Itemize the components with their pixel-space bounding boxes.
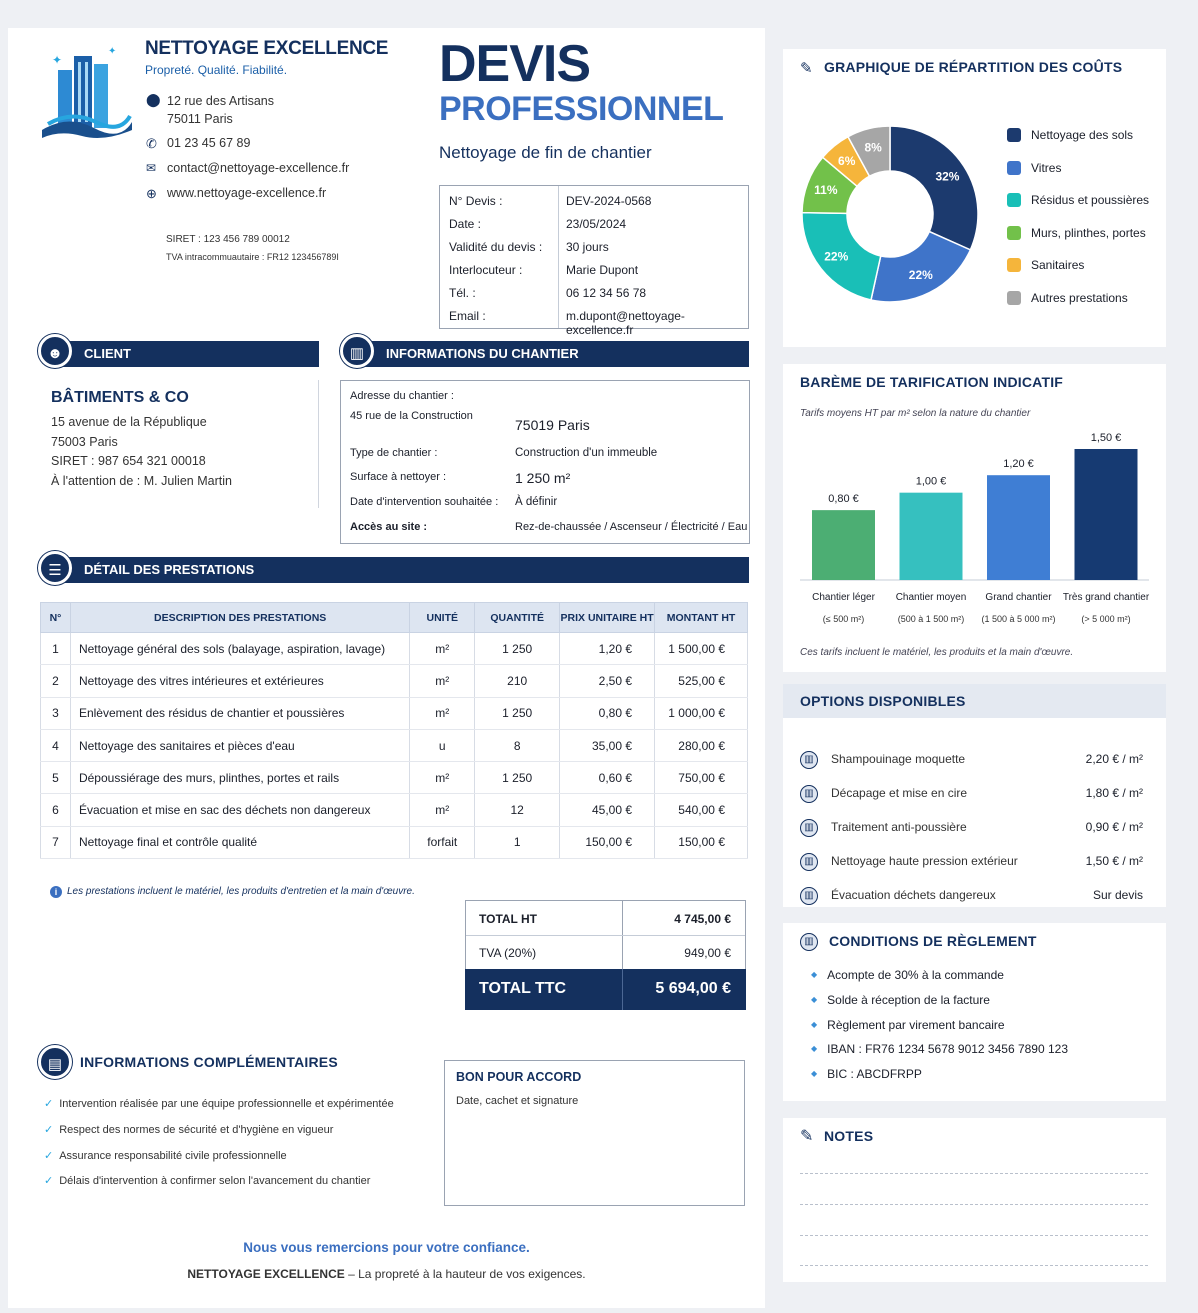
extra-item-text: Respect des normes de sécurité et d'hygiène en vigueur	[59, 1123, 334, 1136]
validity-label: Validité du devis :	[449, 240, 543, 254]
pie-chart-card	[783, 49, 1166, 347]
row-amount: 540,00 €	[655, 794, 748, 826]
email-value[interactable]: m.dupont@nettoyage-excellence.fr	[566, 309, 685, 337]
row-quantity: 1	[475, 826, 560, 858]
row-quantity: 12	[475, 794, 560, 826]
option-price: 1,80 € / m²	[1085, 786, 1143, 800]
bullet-icon: ◆	[811, 1019, 818, 1029]
tel-value: 06 12 34 56 78	[566, 286, 647, 300]
site-type-label: Type de chantier :	[350, 447, 438, 459]
site-date-label: Date d'intervention souhaitée :	[350, 496, 499, 508]
pie-slice-label: 11%	[814, 183, 838, 198]
approval-title: BON POUR ACCORD	[456, 1070, 582, 1084]
payment-item-text: Règlement par virement bancaire	[827, 1017, 1005, 1032]
total-ht-label: TOTAL HT	[479, 912, 537, 926]
services-header: DÉTAIL DES PRESTATIONS	[56, 557, 749, 583]
bar-chart-card	[783, 364, 1166, 672]
extra-info-item	[44, 1092, 394, 1118]
table-row	[41, 762, 748, 794]
extra-item-text: Intervention réalisée par une équipe professionnelle et expérimentée	[59, 1098, 394, 1110]
bullet-icon: ◆	[811, 970, 818, 979]
extra-item-text: Assurance responsabilité civile professionnelle	[59, 1149, 287, 1162]
footer-thanks: Nous vous remercions pour votre confiance.	[243, 1240, 530, 1255]
row-number: 4	[41, 729, 71, 761]
pie-slice-label: 22%	[824, 249, 849, 264]
row-description: Nettoyage des sanitaires et pièces d'eau	[70, 729, 409, 761]
ttc-divider	[622, 969, 623, 1010]
extra-item-text: Délais d'intervention à confirmer selon l'avancement du chantier	[59, 1175, 371, 1188]
bar-category-sublabel: (1 500 à 5 000 m²)	[981, 614, 1056, 624]
company-tva: TVA intracommuautaire : FR12 123456789I	[166, 252, 339, 262]
svg-text:✦: ✦	[52, 53, 63, 67]
site-surface-label: Surface à nettoyer :	[350, 471, 446, 483]
pie-slice-label: 22%	[908, 268, 933, 283]
client-siret: SIRET : 987 654 321 00018	[51, 454, 206, 468]
pie-slice	[890, 126, 978, 250]
row-number: 5	[41, 762, 71, 794]
site-header: INFORMATIONS DU CHANTIER	[358, 341, 749, 367]
legend-label: Vitres	[1031, 160, 1062, 175]
option-label: Traitement anti-poussière	[831, 820, 967, 834]
quote-info-box	[439, 185, 749, 337]
location-pin-icon: ⬤	[146, 92, 161, 107]
company-phone: 01 23 45 67 89	[167, 136, 251, 150]
pie-slice-label: 32%	[935, 169, 960, 184]
legend-item	[1007, 128, 1165, 161]
legend-label: Murs, plinthes, portes	[1031, 225, 1146, 240]
bar-category-sublabel: (500 à 1 500 m²)	[897, 614, 965, 624]
quote-subtitle: PROFESSIONNEL	[439, 90, 724, 128]
bar-category-label: Chantier léger	[812, 592, 875, 603]
total-ttc-bar	[465, 969, 746, 1010]
site-surface-value: 1 250 m²	[515, 470, 571, 486]
total-ht-value: 4 745,00 €	[674, 912, 731, 926]
option-icon: ▥	[800, 785, 818, 803]
approval-box[interactable]	[444, 1060, 745, 1206]
row-description: Nettoyage des vitres intérieures et extérieures	[70, 665, 409, 697]
row-unit-price: 35,00 €	[560, 729, 655, 761]
bullet-icon: ◆	[811, 1044, 818, 1054]
legend-label: Autres prestations	[1031, 290, 1128, 305]
quote-object: Nettoyage de fin de chantier	[439, 143, 652, 162]
pie-legend	[1007, 128, 1165, 324]
extra-info-header: INFORMATIONS COMPLÉMENTAIRES	[80, 1054, 338, 1070]
row-amount: 1 500,00 €	[655, 633, 748, 665]
row-unit-price: 0,80 €	[560, 697, 655, 729]
address-line2: 75011 Paris	[167, 112, 233, 126]
site-date-value: À définir	[515, 496, 558, 508]
row-amount: 150,00 €	[655, 826, 748, 858]
row-quantity: 210	[475, 665, 560, 697]
bar-category-label: Très grand chantier	[1062, 592, 1150, 603]
bar-value-label: 1,50 €	[1090, 432, 1122, 444]
check-icon: ✓	[44, 1098, 54, 1110]
bar-category-sublabel: (≤ 500 m²)	[822, 614, 865, 624]
payment-item	[811, 988, 1068, 1013]
info-icon: i	[50, 886, 62, 898]
option-icon: ▥	[800, 751, 818, 769]
bar	[1075, 449, 1138, 580]
company-logo	[38, 38, 134, 142]
col-amount: MONTANT HT	[655, 603, 748, 633]
row-unit: u	[410, 729, 475, 761]
table-header-row	[41, 603, 748, 633]
payment-list	[811, 963, 1068, 1087]
quote-date-label: Date :	[449, 217, 482, 231]
legend-swatch	[1007, 128, 1021, 142]
payment-item	[811, 1062, 1068, 1087]
row-unit: m²	[410, 633, 475, 665]
bar	[900, 493, 963, 580]
pie-slice-label: 8%	[864, 140, 882, 155]
site-info-box	[340, 380, 750, 544]
row-unit-price: 45,00 €	[560, 794, 655, 826]
options-header: OPTIONS DISPONIBLES	[800, 693, 966, 709]
totals-row-divider	[466, 935, 745, 936]
quote-page	[8, 28, 1178, 1308]
row-amount: 280,00 €	[655, 729, 748, 761]
check-icon: ✓	[44, 1175, 54, 1188]
option-label: Évacuation déchets dangereux	[831, 888, 996, 902]
payment-card	[783, 923, 1166, 1101]
option-price: 2,20 € / m²	[1085, 752, 1143, 766]
col-description: DESCRIPTION DES PRESTATIONS	[70, 603, 409, 633]
site-address-label: Adresse du chantier :	[350, 390, 454, 402]
legend-item	[1007, 226, 1165, 259]
services-body	[41, 633, 748, 859]
pie-chart-title: GRAPHIQUE DE RÉPARTITION DES COÛTS	[824, 59, 1123, 75]
bar	[812, 510, 875, 580]
approval-subtitle: Date, cachet et signature	[456, 1095, 579, 1107]
tel-label: Tél. :	[449, 286, 476, 300]
legend-swatch	[1007, 258, 1021, 272]
check-icon: ✓	[44, 1123, 54, 1136]
phone-icon: ✆	[146, 136, 157, 151]
total-ttc-value: 5 694,00 €	[655, 980, 731, 997]
contact-value: Marie Dupont	[566, 263, 639, 277]
legend-item	[1007, 258, 1165, 291]
legend-swatch	[1007, 291, 1021, 305]
site-access-label: Accès au site :	[350, 521, 428, 533]
row-unit: m²	[410, 762, 475, 794]
site-address-line: 45 rue de la Construction	[350, 410, 473, 422]
legend-label: Sanitaires	[1031, 258, 1085, 273]
notes-line	[800, 1265, 1148, 1266]
row-description: Nettoyage général des sols (balayage, aspiration, lavage)	[70, 633, 409, 665]
table-row	[41, 794, 748, 826]
totals-box	[465, 900, 746, 1010]
client-divider	[318, 380, 319, 508]
row-unit: forfait	[410, 826, 475, 858]
mail-icon: ✉	[146, 161, 157, 175]
row-amount: 750,00 €	[655, 762, 748, 794]
bank-icon: ▥	[800, 933, 818, 951]
table-row	[41, 729, 748, 761]
legend-swatch	[1007, 193, 1021, 207]
row-amount: 525,00 €	[655, 665, 748, 697]
client-header: CLIENT	[56, 341, 319, 367]
company-tagline: Propreté. Qualité. Fiabilité.	[145, 63, 288, 77]
client-details	[51, 413, 232, 491]
notes-card[interactable]	[783, 1118, 1166, 1282]
check-icon: ✓	[44, 1149, 54, 1162]
quote-date-value: 23/05/2024	[566, 217, 627, 231]
option-icon: ▥	[800, 853, 818, 871]
option-label: Décapage et mise en cire	[831, 786, 968, 800]
row-unit: m²	[410, 665, 475, 697]
bar-value-label: 1,00 €	[915, 475, 947, 488]
option-icon: ▥	[800, 819, 818, 837]
col-unit: UNITÉ	[410, 603, 475, 633]
payment-item	[811, 963, 1068, 988]
row-quantity: 1 250	[475, 697, 560, 729]
row-unit-price: 0,60 €	[560, 762, 655, 794]
bullet-icon: ◆	[811, 1069, 818, 1079]
legend-label: Nettoyage des sols	[1031, 128, 1134, 142]
client-name: BÂTIMENTS & CO	[51, 389, 189, 406]
user-icon: ☻	[38, 334, 72, 368]
svg-text:✦: ✦	[108, 46, 117, 57]
legend-item	[1007, 193, 1165, 226]
services-note: Les prestations incluent le matériel, les produits d'entretien et la main d'œuvre.	[67, 886, 415, 897]
notes-header: NOTES	[824, 1128, 874, 1144]
company-email[interactable]: contact@nettoyage-excellence.fr	[167, 161, 350, 175]
payment-header: CONDITIONS DE RÈGLEMENT	[829, 933, 1037, 949]
row-description: Enlèvement des résidus de chantier et poussières	[70, 697, 409, 729]
notes-line	[800, 1173, 1148, 1174]
address-line1: 12 rue des Artisans	[167, 94, 275, 108]
extra-info-item	[44, 1118, 394, 1144]
extra-info-list	[44, 1092, 394, 1195]
extra-info-item	[44, 1169, 394, 1195]
validity-value: 30 jours	[566, 240, 609, 254]
notes-line	[800, 1235, 1148, 1236]
footer-line	[8, 1267, 765, 1281]
site-type-value: Construction d'un immeuble	[515, 447, 658, 459]
company-website[interactable]: www.nettoyage-excellence.fr	[167, 186, 327, 200]
payment-item-text: BIC : ABCDFRPP	[827, 1067, 922, 1082]
services-table	[40, 602, 748, 859]
payment-item	[811, 1037, 1068, 1062]
row-description: Nettoyage final et contrôle qualité	[70, 826, 409, 858]
option-label: Shampouinage moquette	[831, 752, 966, 766]
globe-icon: ⊕	[146, 186, 157, 201]
company-address	[167, 92, 274, 128]
payment-item-text: Acompte de 30% à la commande	[827, 968, 1004, 982]
row-quantity: 1 250	[475, 633, 560, 665]
total-ttc-label: TOTAL TTC	[479, 980, 567, 997]
legend-label: Résidus et poussières	[1031, 193, 1150, 208]
bullet-icon: ◆	[811, 994, 818, 1004]
tva-label: TVA (20%)	[479, 946, 537, 960]
site-access-value: Rez-de-chaussée / Ascenseur / Électricité / Eau	[515, 521, 748, 533]
bar-chart-note: Ces tarifs incluent le matériel, les produits et la main d'œuvre.	[800, 647, 1074, 658]
row-number: 1	[41, 633, 71, 665]
bar-chart-title: BARÈME DE TARIFICATION INDICATIF	[800, 374, 1064, 390]
col-number: N°	[41, 603, 71, 633]
pencil-icon: ✎	[800, 1128, 814, 1145]
client-address1: 15 avenue de la République	[51, 415, 207, 429]
site-postcode: 75019 Paris	[515, 417, 590, 433]
row-unit-price: 1,20 €	[560, 633, 655, 665]
col-unit-price: PRIX UNITAIRE HT	[560, 603, 655, 633]
row-unit-price: 150,00 €	[560, 826, 655, 858]
payment-item	[811, 1013, 1068, 1038]
quote-title: DEVIS	[439, 35, 591, 93]
bar-category-sublabel: (> 5 000 m²)	[1081, 614, 1131, 624]
bar-value-label: 0,80 €	[828, 493, 859, 506]
client-attention: À l'attention de : M. Julien Martin	[51, 473, 232, 488]
row-number: 6	[41, 794, 71, 826]
table-row	[41, 697, 748, 729]
bar-value-label: 1,20 €	[1003, 458, 1034, 471]
chart-edit-icon: ✎	[800, 60, 813, 77]
email-label: Email :	[449, 309, 486, 323]
payment-item-text: Solde à réception de la facture	[827, 992, 990, 1007]
row-quantity: 8	[475, 729, 560, 761]
pie-chart	[799, 109, 981, 319]
table-row	[41, 633, 748, 665]
legend-swatch	[1007, 161, 1021, 175]
quote-number-label: N° Devis :	[449, 194, 503, 208]
row-unit-price: 2,50 €	[560, 665, 655, 697]
row-description: Dépoussiérage des murs, plinthes, portes et rails	[70, 762, 409, 794]
legend-swatch	[1007, 226, 1021, 240]
row-unit: m²	[410, 697, 475, 729]
row-number: 7	[41, 826, 71, 858]
row-quantity: 1 250	[475, 762, 560, 794]
table-row	[41, 665, 748, 697]
table-row	[41, 826, 748, 858]
payment-item-text: IBAN : FR76 1234 5678 9012 3456 7890 123	[827, 1042, 1069, 1057]
left-column	[8, 28, 765, 1308]
info-divider	[558, 186, 559, 328]
company-name: NETTOYAGE EXCELLENCE	[145, 38, 389, 59]
option-label: Nettoyage haute pression extérieur	[831, 854, 1018, 868]
bar-chart-subtitle: Tarifs moyens HT par m² selon la nature du chantier	[800, 408, 1031, 419]
bar	[987, 475, 1050, 580]
option-price: Sur devis	[1092, 888, 1143, 902]
right-column	[765, 28, 1178, 1308]
tva-value: 949,00 €	[684, 946, 731, 960]
row-description: Évacuation et mise en sac des déchets non dangereux	[70, 794, 409, 826]
bar-category-label: Grand chantier	[985, 592, 1052, 603]
company-siret: SIRET : 123 456 789 00012	[166, 234, 290, 245]
extra-info-item	[44, 1144, 394, 1170]
client-address2: 75003 Paris	[51, 434, 118, 449]
row-number: 2	[41, 665, 71, 697]
bar-chart	[783, 424, 1166, 634]
bar-category-label: Chantier moyen	[895, 592, 967, 603]
legend-item	[1007, 161, 1165, 194]
contact-label: Interlocuteur :	[449, 263, 523, 277]
legend-item	[1007, 291, 1165, 324]
quote-number-value: DEV-2024-0568	[566, 194, 652, 208]
notes-line	[800, 1204, 1148, 1205]
document-icon: ▤	[38, 1045, 72, 1079]
option-price: 0,90 € / m²	[1085, 820, 1143, 834]
option-icon: ▥	[800, 887, 818, 905]
row-unit: m²	[410, 794, 475, 826]
col-quantity: QUANTITÉ	[475, 603, 560, 633]
footer-brand: NETTOYAGE EXCELLENCE	[187, 1267, 345, 1281]
pie-slice-label: 6%	[838, 153, 856, 168]
list-icon: ☰	[38, 551, 72, 585]
row-amount: 1 000,00 €	[655, 697, 748, 729]
building-icon: ▥	[340, 334, 374, 368]
option-price: 1,50 € / m²	[1085, 854, 1143, 868]
row-number: 3	[41, 697, 71, 729]
options-card	[783, 684, 1166, 907]
footer-slogan: – La propreté à la hauteur de vos exigences.	[344, 1267, 586, 1281]
